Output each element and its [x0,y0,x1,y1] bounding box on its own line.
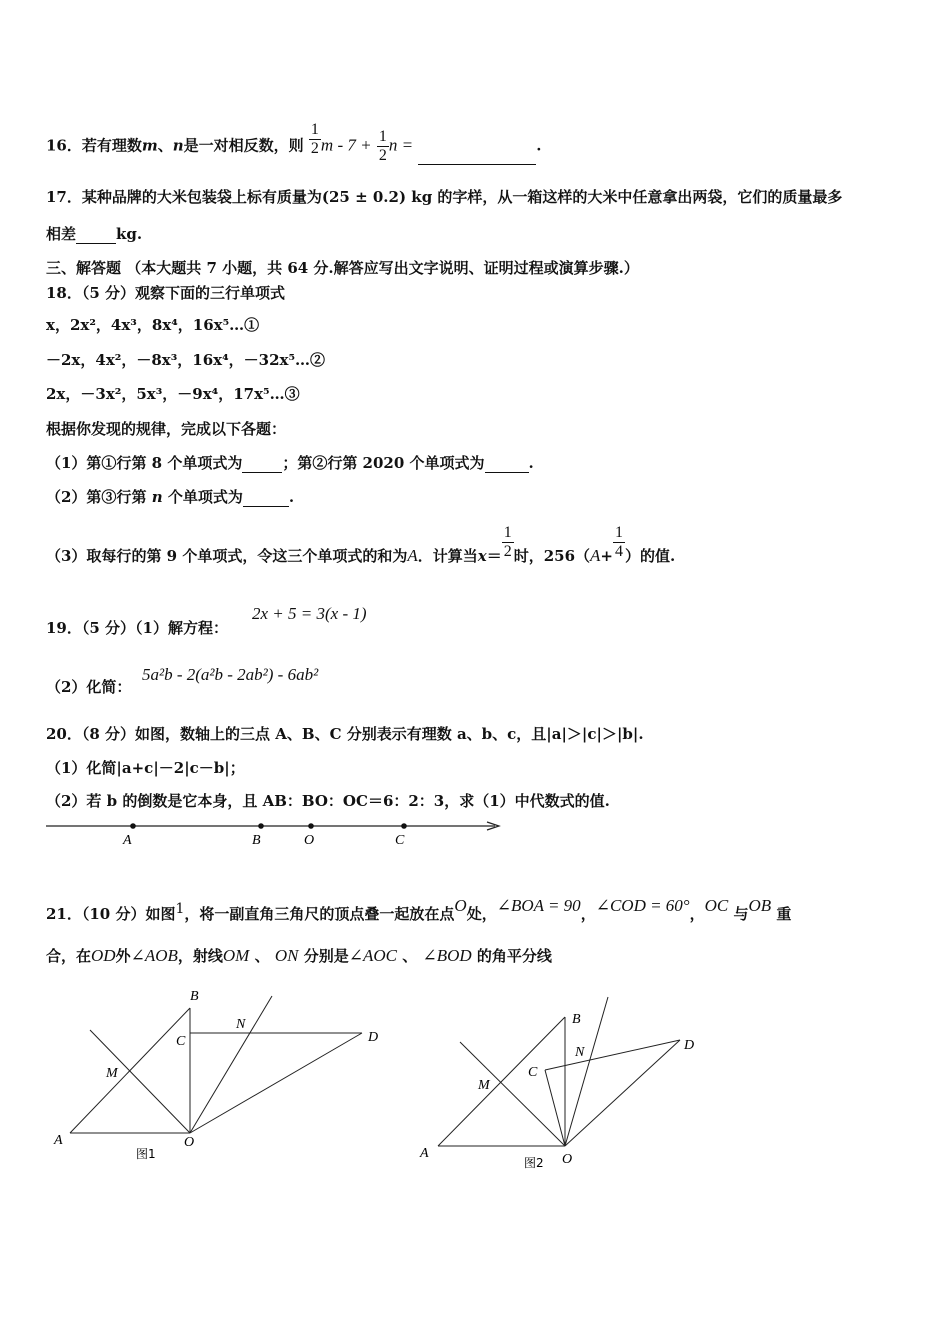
ray-ob: OB [748,896,772,915]
q18-p3-text: （3）取每行的第 9 个单项式，令这三个单项式的和为 [46,547,408,565]
label-n: N [575,1045,585,1060]
label-o: O [562,1152,573,1167]
q21-line2-text-c: ，射线 [177,947,223,965]
ray-on: ON [274,946,299,965]
question-17-line-1 [46,187,842,207]
question-17-line-2 [46,224,142,244]
q16-fraction-1 [309,121,321,158]
frac-num: 1 [378,128,387,145]
frac-den: 2 [378,147,387,164]
q17-unit: kg. [116,225,143,243]
angle-boa: ∠BOA = 90 [496,896,581,915]
q21-text: 21．（10 分）如图 [46,905,176,923]
q18-row-3: 2x，－3x²，5x³，－9x⁴，17x⁵…③ [46,385,300,403]
q18-fraction-half [502,524,514,561]
q18-p3-text-c: 时，256（ [513,547,591,565]
question-19-part-1 [46,618,228,638]
q18-eq: ＝ [486,547,502,565]
q19-equation: 2x + 5 = 3(x - 1) [252,604,367,623]
q21-line2-wai: 外 [115,947,131,965]
segment-oc [545,1070,565,1146]
number-line [40,812,510,852]
q21-dun: 、 [254,947,270,965]
label-m: M [106,1066,118,1081]
figure-1 [40,980,400,1170]
point-a-dot [130,823,136,829]
frac-num: 1 [614,523,623,541]
q16-fraction-2 [377,128,389,165]
q18-fraction-quarter [613,524,625,561]
comma: ， [580,905,596,923]
angle-cod: ∠COD = 60° [595,896,690,915]
label-o: O [184,1135,195,1150]
segment-od [190,1033,362,1133]
q18-p3-end: ）的值. [624,547,676,565]
var-O: O [454,896,467,915]
label-a: A [54,1133,63,1148]
ray-on-line [190,996,272,1133]
question-21-line-2 [46,946,552,966]
q16-expr-2: n = [388,135,414,155]
figure-2-caption: 图2 [524,1156,544,1170]
ray-om-line [460,1042,565,1146]
frac-num: 1 [503,523,512,541]
label-c: C [528,1065,538,1080]
answer-blank[interactable] [242,456,282,473]
q18-intro: 根据你发现的规律，完成以下各题： [46,420,287,438]
q16-expr-1: m - 7 + [320,135,372,155]
q19-text: 19．（5 分）（1）解方程： [46,619,228,637]
q18-p2-end: . [288,488,295,506]
var-A: A [590,546,601,565]
point-o-label: O [304,833,315,848]
q16-text-mid: 是一对相反数，则 [183,136,304,155]
q16-var-m: m [141,136,158,155]
frac-num: 1 [310,121,319,138]
q18-part-3 [46,523,676,566]
q18-p1-text-b: ；第②行第 2020 个单项式为 [282,454,485,472]
q20-part-1: （1）化简|a+c|－2|c－b|； [46,759,245,777]
var-A: A [407,546,418,565]
ray-od: OD [91,946,116,965]
q18-var-n: n [151,488,163,506]
angle-aob: ∠AOB [130,946,178,965]
label-n: N [236,1017,246,1032]
frac-den: 2 [503,542,512,560]
question-21-line-1 [46,896,791,924]
var-x: x [477,547,487,565]
point-b-dot [258,823,264,829]
label-b: B [190,989,199,1004]
q21-line2-text: 合，在 [46,947,92,965]
answer-blank[interactable] [243,490,289,507]
label-a: A [420,1146,429,1161]
question-20-title: 20．（8 分）如图，数轴上的三点 A、B、C 分别表示有理数 a、b、c，且|a|＞|c|＞|b|. [46,725,644,743]
q18-row-1: x，2x²，4x³，8x⁴，16x⁵…① [46,316,260,334]
point-o-dot [308,823,314,829]
q16-sep: 、 [157,136,173,155]
point-c-label: C [395,833,405,848]
q18-p2-text-b: 个单项式为 [167,488,243,506]
q18-p3-text-b: ．计算当 [417,547,478,565]
q21-dun: 、 [402,947,418,965]
angle-aoc: ∠AOC [348,946,397,965]
answer-blank[interactable] [485,456,529,473]
frac-den: 4 [614,542,623,560]
label-m: M [478,1078,490,1093]
q17-text-c: 相差 [46,225,77,243]
section-title: 三、解答题 （本大题共 7 小题，共 64 分.解答应写出文字说明、证明过程或演算步骤.） [46,259,639,277]
label-d: D [684,1038,695,1053]
q21-chong: 重 [776,905,792,923]
angle-bod: ∠BOD [422,946,472,965]
q17-text: 17．某种品牌的大米包装袋上标有质量为 [46,188,322,206]
q18-p1-text: （1）第①行第 8 个单项式为 [46,454,243,472]
label-c: C [176,1034,186,1049]
q21-line2-end: 的角平分线 [476,947,552,965]
q18-part-1 [46,453,534,473]
point-c-dot [401,823,407,829]
q21-sup: 1 [175,901,185,917]
label-b: B [572,1012,581,1027]
q21-text-c: 处， [466,905,497,923]
q16-var-n: n [172,136,184,155]
question-16 [46,121,542,165]
q20-part-2: （2）若 b 的倒数是它本身，且 AB：BO：OC＝6：2：3，求（1）中代数式的值. [46,792,610,810]
label-d: D [368,1030,379,1045]
q17-mass: (25 ± 0.2) [321,188,407,206]
ray-om: OM [222,946,250,965]
point-a-label: A [123,833,132,848]
q21-text-b: ，将一副直角三角尺的顶点叠一起放在点 [184,905,455,923]
answer-blank[interactable] [418,148,536,165]
ray-om-line [90,1030,190,1133]
q18-p1-end: . [528,454,534,472]
ray-oc: OC [704,896,729,915]
answer-blank[interactable] [76,227,116,244]
question-19-part-2: （2）化简： [46,678,132,696]
figure-1-caption: 图1 [136,1147,156,1161]
q17-text-b: kg 的字样，从一箱这样的大米中任意拿出两袋，它们的质量最多 [406,188,843,206]
question-18-title: 18．（5 分）观察下面的三行单项式 [46,284,286,302]
comma: ， [689,905,705,923]
q21-line2-text-d: 分别是 [303,947,349,965]
q21-yu: 与 [733,905,749,923]
figure-2 [410,985,720,1175]
q16-text: 16．若有理数 [46,136,142,155]
q19-expression: 5a²b - 2(a²b - 2ab²) - 6ab² [142,665,319,684]
q18-plus: + [600,547,613,565]
q18-part-2 [46,487,294,507]
point-b-label: B [252,833,261,848]
frac-den: 2 [310,140,319,157]
q16-end: . [536,136,542,155]
q18-p2-text: （2）第③行第 [46,488,147,506]
q18-row-2: －2x，4x²，－8x³，16x⁴，－32x⁵…② [46,351,326,369]
